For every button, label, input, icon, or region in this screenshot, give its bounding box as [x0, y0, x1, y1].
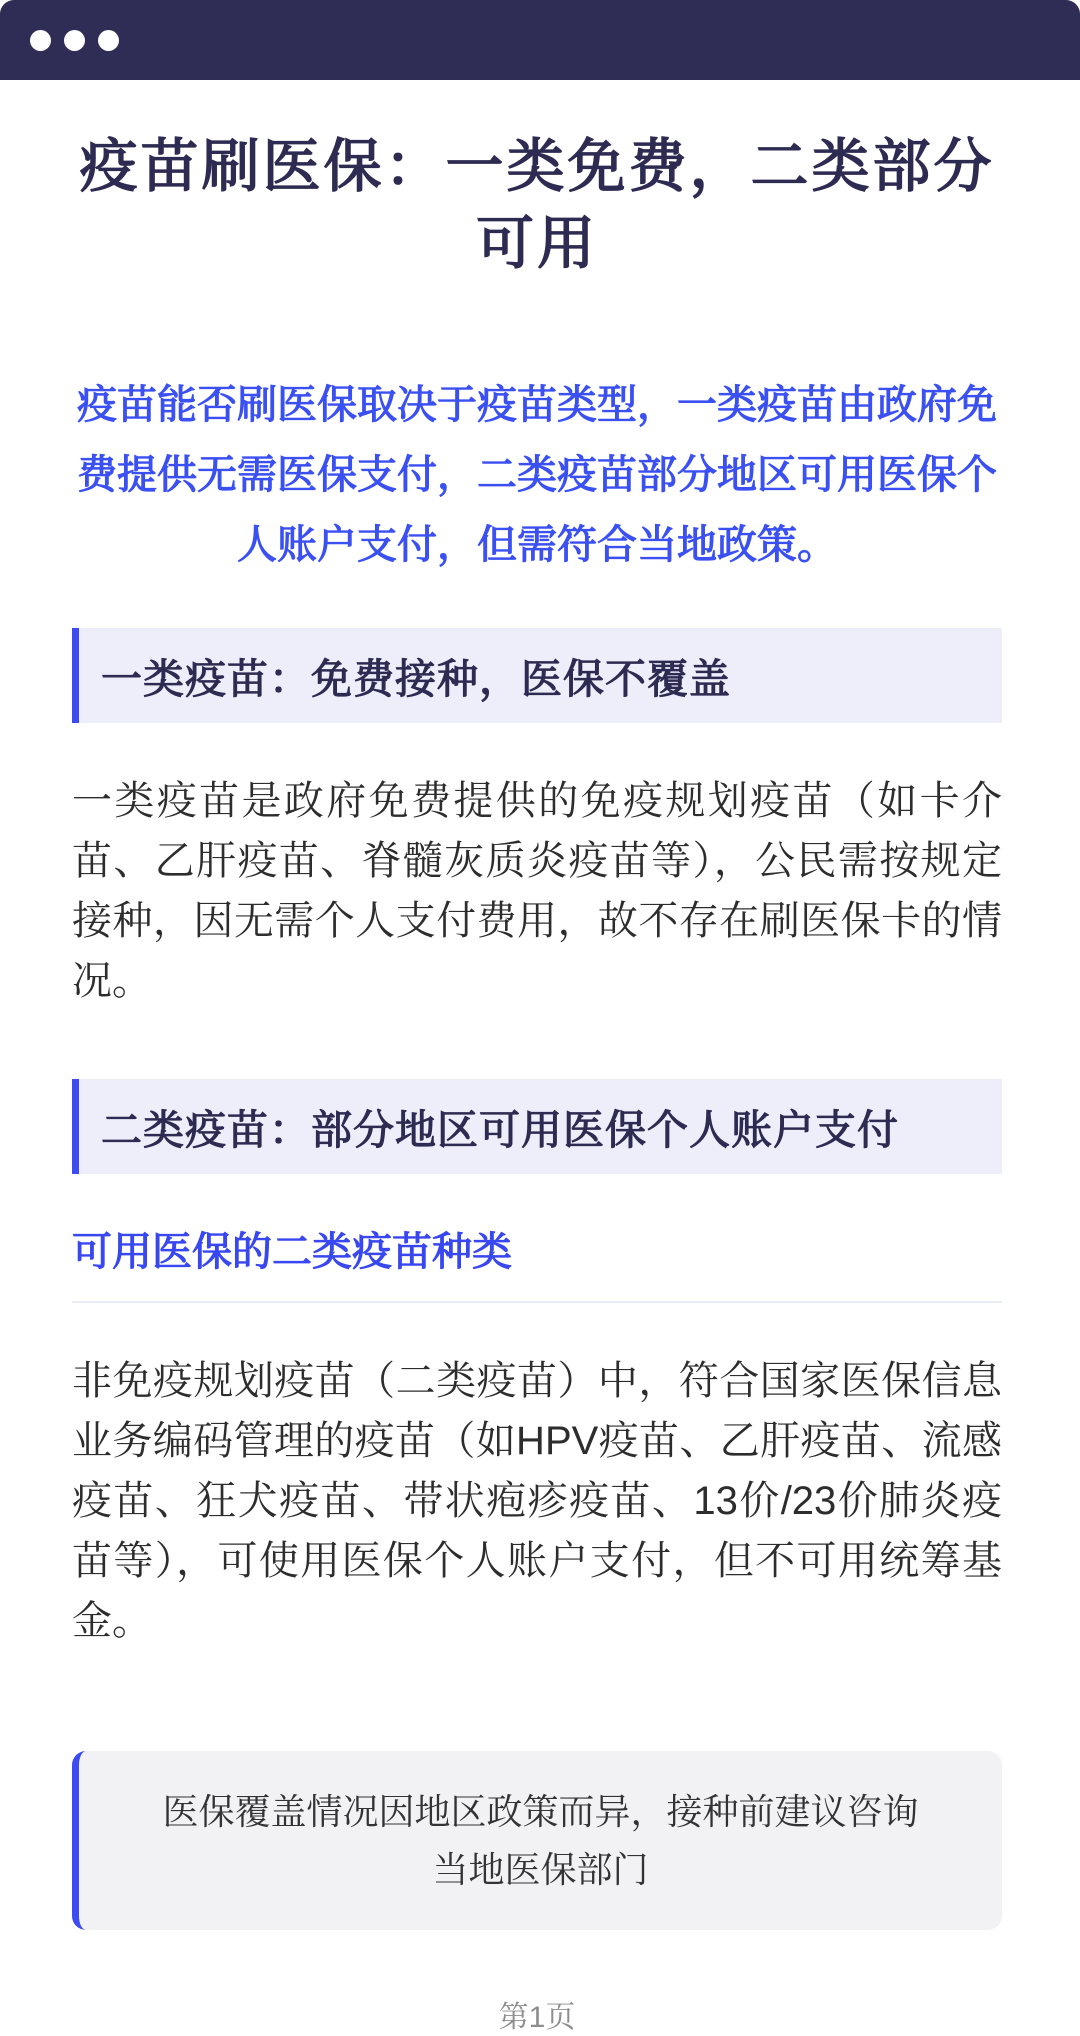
window-control-dot-3[interactable] — [98, 30, 119, 51]
window-control-dot-2[interactable] — [64, 30, 85, 51]
section-heading-class1: 一类疫苗：免费接种，医保不覆盖 — [72, 628, 1002, 723]
page-title: 疫苗刷医保：一类免费，二类部分可用 — [79, 134, 995, 277]
document-body — [0, 128, 1080, 2036]
window-control-dot-1[interactable] — [30, 30, 51, 51]
subheading-covered-vaccine-types: 可用医保的二类疫苗种类 — [72, 1220, 1002, 1303]
section-paragraph-class2: 非免疫规划疫苗（二类疫苗）中，符合国家医保信息业务编码管理的疫苗（如HPV疫苗、乙肝疫苗、流感疫苗、狂犬疫苗、带状疱疹疫苗、13价/23价肺炎疫苗等），可使用医保个人账户支付，但不可用统筹基金。 — [72, 1359, 1002, 1644]
note-box: 医保覆盖情况因地区政策而异，接种前建议咨询当地医保部门 — [72, 1751, 1002, 1930]
summary-paragraph: 疫苗能否刷医保取决于疫苗类型，一类疫苗由政府免费提供无需医保支付，二类疫苗部分地区可用医保个人账户支付，但需符合当地政策。 — [77, 383, 997, 568]
section-heading-class2: 二类疫苗：部分地区可用医保个人账户支付 — [72, 1079, 1002, 1174]
page-number: 第1页 — [498, 2001, 576, 2035]
section-paragraph-class1: 一类疫苗是政府免费提供的免疫规划疫苗（如卡介苗、乙肝疫苗、脊髓灰质炎疫苗等），公民需按规定接种，因无需个人支付费用，故不存在刷医保卡的情况。 — [72, 779, 1002, 1004]
window-titlebar — [0, 0, 1080, 80]
